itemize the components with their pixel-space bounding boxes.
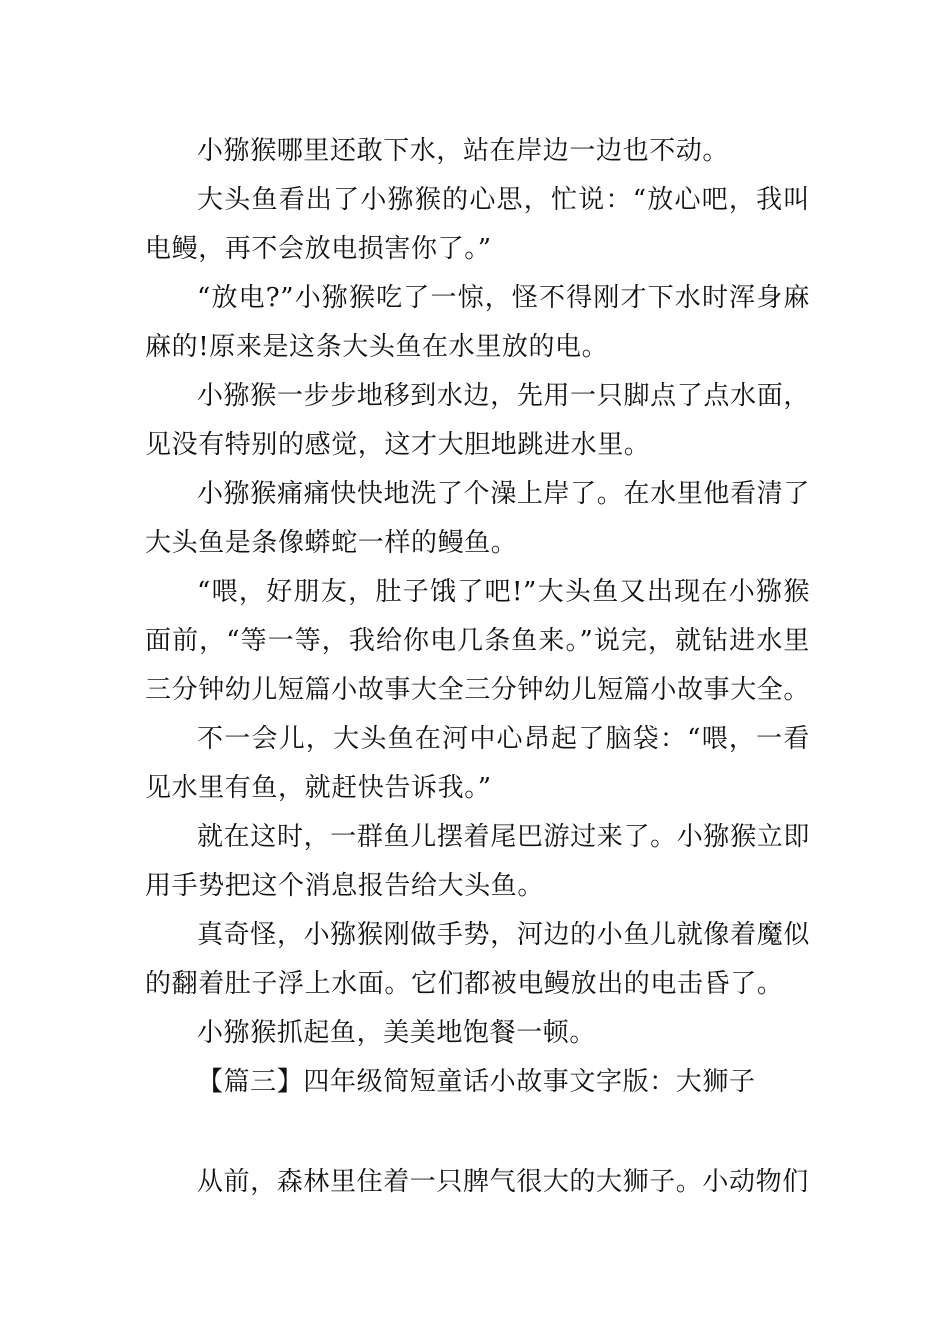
paragraph: 小猕猴痛痛快快地洗了个澡上岸了。在水里他看清了大头鱼是条像蟒蛇一样的鳗鱼。 xyxy=(145,479,810,558)
section-heading: 【篇三】四年级简短童话小故事文字版：大狮子 xyxy=(197,1067,756,1097)
paragraph: 大头鱼看出了小猕猴的心思，忙说：“放心吧，我叫电鳗，再不会放电损害你了。” xyxy=(145,185,810,264)
paragraph: “喂，好朋友，肚子饿了吧!”大头鱼又出现在小猕猴面前，“等一等，我给你电几条鱼来。”说完，就钻进水里三分钟幼儿短篇小故事大全三分钟幼儿短篇小故事大全。 xyxy=(145,577,811,705)
paragraph: “放电?”小猕猴吃了一惊，怪不得刚才下水时浑身麻麻的!原来是这条大头鱼在水里放的电。 xyxy=(145,283,810,362)
paragraph-continued: 从前，森林里住着一只脾气很大的大狮子。小动物们 xyxy=(197,1167,809,1197)
document-body xyxy=(145,127,810,1207)
paragraph: 小猕猴一步步地移到水边，先用一只脚点了点水面，见没有特别的感觉，这才大胆地跳进水里。 xyxy=(145,381,810,460)
paragraph: 不一会儿，大头鱼在河中心昂起了脑袋：“喂，一看见水里有鱼，就赶快告诉我。” xyxy=(145,724,810,803)
blank-line xyxy=(145,1107,810,1156)
paragraph: 就在这时，一群鱼儿摆着尾巴游过来了。小猕猴立即用手势把这个消息报告给大头鱼。 xyxy=(145,822,810,901)
paragraph: 小猕猴哪里还敢下水，站在岸边一边也不动。 xyxy=(197,136,730,166)
paragraph: 真奇怪，小猕猴刚做手势，河边的小鱼儿就像着魔似的翻着肚子浮上水面。它们都被电鳗放出的电击昏了。 xyxy=(145,920,810,999)
paragraph: 小猕猴抓起鱼，美美地饱餐一顿。 xyxy=(197,1018,597,1048)
